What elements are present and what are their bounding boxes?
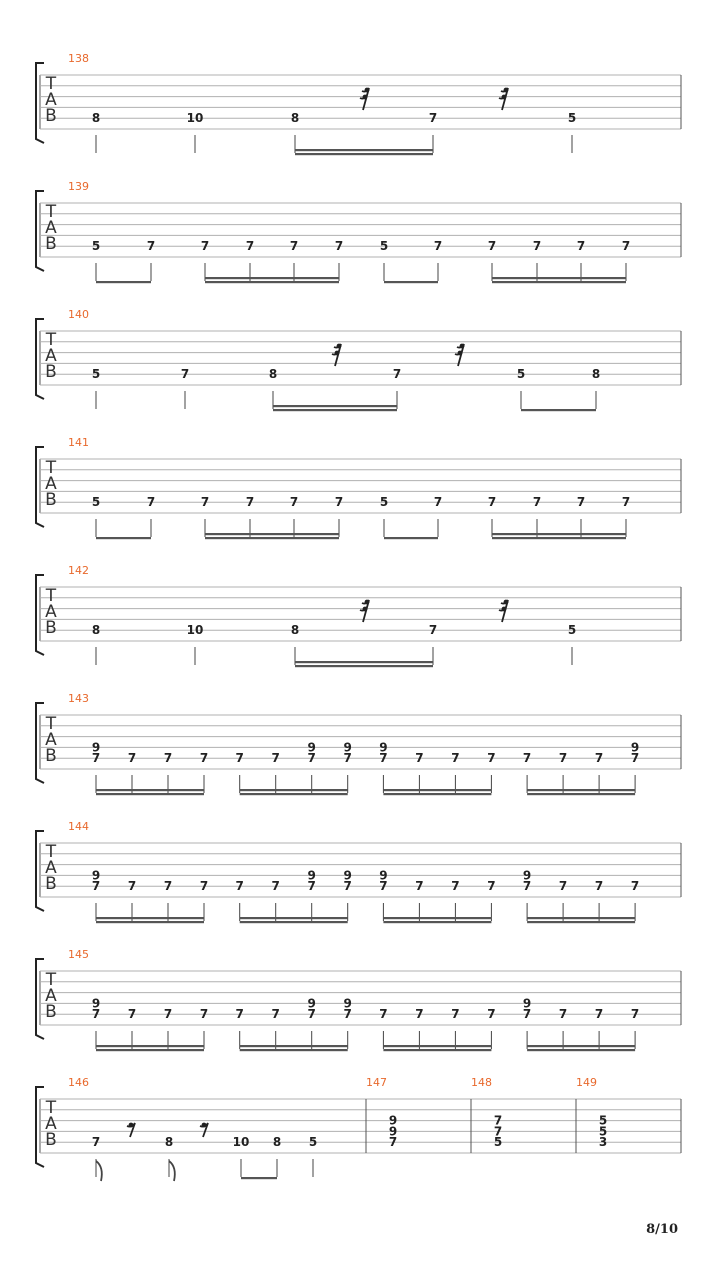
fret-number: 8 — [290, 111, 300, 126]
note-beam — [521, 409, 596, 411]
fret-number: 9 — [343, 996, 352, 1011]
note-flag — [169, 1161, 175, 1181]
fret-number: 7 — [532, 239, 542, 254]
fret-number: 7 — [334, 239, 344, 254]
sixteenth-rest — [455, 344, 464, 366]
measure-number: 147 — [366, 1076, 387, 1089]
note-beam — [383, 793, 491, 795]
fret-number: 5 — [493, 1135, 503, 1150]
fret-number: 7 — [522, 751, 532, 766]
page-number: 8/10 — [646, 1222, 678, 1237]
sixteenth-rest — [332, 344, 341, 366]
sixteenth-rest — [360, 88, 369, 110]
eighth-rest — [200, 1123, 208, 1137]
fret-number: 7 — [163, 751, 173, 766]
note-beam — [96, 537, 151, 539]
note-beam — [240, 789, 348, 791]
measure-number: 139 — [68, 180, 89, 193]
fret-number: 9 — [307, 740, 316, 755]
sixteenth-rest — [499, 88, 508, 110]
fret-number: 9 — [343, 868, 352, 883]
fret-number: 9 — [388, 1113, 398, 1128]
fret-number: 7 — [576, 495, 586, 510]
fret-number: 5 — [91, 239, 101, 254]
tab-clef-letter: T — [45, 74, 57, 94]
fret-number: 7 — [307, 751, 316, 766]
fret-number: 5 — [379, 495, 389, 510]
tab-clef-letter: B — [45, 618, 57, 638]
note-beam — [96, 1045, 204, 1047]
note-beam — [527, 793, 635, 795]
rest-dot — [202, 1123, 207, 1128]
fret-number: 7 — [451, 879, 460, 894]
tab-clef-letter: A — [45, 858, 57, 878]
fret-number: 7 — [558, 751, 568, 766]
fret-number: 5 — [379, 239, 389, 254]
fret-number: 7 — [415, 879, 424, 894]
fret-number: 7 — [334, 495, 344, 510]
tab-clef-letter: A — [45, 474, 57, 494]
fret-number: 9 — [388, 1124, 398, 1139]
rest-dot — [502, 95, 507, 100]
tab-clef-letter: A — [45, 1114, 57, 1134]
fret-number: 7 — [428, 623, 438, 638]
tab-clef-letter: A — [45, 730, 57, 750]
note-beam — [240, 921, 348, 923]
fret-number: 7 — [91, 1007, 101, 1022]
note-beam — [273, 405, 397, 407]
fret-number: 7 — [522, 1007, 532, 1022]
measure-number: 146 — [68, 1076, 89, 1089]
fret-number: 7 — [392, 367, 402, 382]
fret-number: 8 — [91, 623, 101, 638]
tab-clef-letter: T — [45, 842, 57, 862]
note-beam — [527, 917, 635, 919]
note-beam — [240, 793, 348, 795]
fret-number: 7 — [245, 495, 255, 510]
measure-number: 140 — [68, 308, 89, 321]
fret-number: 7 — [415, 751, 424, 766]
note-beam — [205, 281, 339, 283]
measure-number: 145 — [68, 948, 89, 961]
note-beam — [96, 917, 204, 919]
note-beam — [527, 789, 635, 791]
fret-number: 7 — [91, 879, 101, 894]
fret-number: 5 — [516, 367, 526, 382]
rest-dot — [129, 1123, 134, 1128]
tab-clef-letter: B — [45, 746, 57, 766]
rest-dot — [460, 344, 465, 349]
fret-number: 7 — [307, 1007, 316, 1022]
fret-number: 7 — [428, 111, 438, 126]
fret-number: 10 — [186, 623, 204, 638]
note-beam — [527, 921, 635, 923]
note-beam — [96, 1049, 204, 1051]
rest-dot — [458, 351, 463, 356]
fret-number: 7 — [235, 1007, 244, 1022]
tab-clef-letter: T — [45, 202, 57, 222]
note-flag — [96, 1161, 102, 1181]
tab-clef-letter: T — [45, 458, 57, 478]
fret-number: 7 — [146, 495, 156, 510]
fret-number: 9 — [522, 996, 532, 1011]
fret-number: 8 — [591, 367, 601, 382]
fret-number: 9 — [630, 740, 640, 755]
note-beam — [295, 661, 433, 663]
fret-number: 9 — [343, 740, 352, 755]
fret-number: 7 — [289, 495, 299, 510]
fret-number: 7 — [558, 1007, 568, 1022]
fret-number: 7 — [487, 879, 496, 894]
fret-number: 7 — [493, 1124, 503, 1139]
tab-clef-letter: A — [45, 346, 57, 366]
fret-number: 9 — [522, 868, 532, 883]
fret-number: 7 — [127, 1007, 137, 1022]
fret-number: 7 — [487, 495, 497, 510]
fret-number: 7 — [487, 1007, 496, 1022]
fret-number: 7 — [180, 367, 190, 382]
note-beam — [273, 409, 397, 411]
measure-number: 141 — [68, 436, 89, 449]
fret-number: 7 — [493, 1113, 503, 1128]
note-beam — [96, 921, 204, 923]
fret-number: 9 — [91, 868, 101, 883]
fret-number: 7 — [271, 1007, 280, 1022]
fret-number: 7 — [379, 1007, 388, 1022]
note-beam — [295, 149, 433, 151]
rest-dot — [365, 88, 370, 93]
fret-number: 7 — [307, 879, 316, 894]
fret-number: 7 — [146, 239, 156, 254]
fret-number: 7 — [200, 239, 210, 254]
tab-clef-letter: A — [45, 218, 57, 238]
tab-clef-letter: A — [45, 90, 57, 110]
fret-number: 7 — [200, 495, 210, 510]
fret-number: 7 — [379, 879, 388, 894]
fret-number: 7 — [433, 495, 443, 510]
rest-dot — [363, 607, 368, 612]
fret-number: 7 — [127, 751, 137, 766]
fret-number: 5 — [91, 367, 101, 382]
note-beam — [492, 277, 626, 279]
fret-number: 7 — [379, 751, 388, 766]
note-beam — [384, 537, 438, 539]
sixteenth-rest — [499, 600, 508, 622]
tab-clef-letter: B — [45, 490, 57, 510]
rest-dot — [502, 607, 507, 612]
fret-number: 5 — [308, 1135, 318, 1150]
tab-clef-letter: B — [45, 1130, 57, 1150]
tab-clef-letter: A — [45, 602, 57, 622]
fret-number: 9 — [91, 740, 101, 755]
eighth-rest — [127, 1123, 135, 1137]
fret-number: 7 — [576, 239, 586, 254]
fret-number: 7 — [558, 879, 568, 894]
tab-clef-letter: A — [45, 986, 57, 1006]
note-beam — [492, 533, 626, 535]
note-beam — [527, 1049, 635, 1051]
fret-number: 8 — [272, 1135, 282, 1150]
note-beam — [240, 1049, 348, 1051]
fret-number: 7 — [487, 239, 497, 254]
note-beam — [295, 665, 433, 667]
rest-dot — [335, 351, 340, 356]
fret-number: 9 — [91, 996, 101, 1011]
tab-clef-letter: B — [45, 106, 57, 126]
note-beam — [383, 917, 491, 919]
rest-dot — [363, 95, 368, 100]
fret-number: 7 — [630, 751, 640, 766]
note-beam — [240, 917, 348, 919]
fret-number: 7 — [127, 879, 137, 894]
tab-clef-letter: B — [45, 362, 57, 382]
fret-number: 7 — [163, 879, 173, 894]
fret-number: 7 — [621, 495, 631, 510]
fret-number: 7 — [271, 751, 280, 766]
fret-number: 7 — [245, 239, 255, 254]
note-beam — [383, 1045, 491, 1047]
fret-number: 5 — [91, 495, 101, 510]
rest-dot — [337, 344, 342, 349]
note-beam — [527, 1045, 635, 1047]
fret-number: 7 — [235, 751, 244, 766]
note-beam — [96, 789, 204, 791]
fret-number: 7 — [433, 239, 443, 254]
note-beam — [205, 533, 339, 535]
note-beam — [205, 537, 339, 539]
sixteenth-rest — [360, 600, 369, 622]
tab-clef-letter: B — [45, 1002, 57, 1022]
measure-number: 148 — [471, 1076, 492, 1089]
fret-number: 7 — [532, 495, 542, 510]
note-beam — [205, 277, 339, 279]
fret-number: 5 — [567, 623, 577, 638]
fret-number: 9 — [379, 868, 388, 883]
note-beam — [383, 921, 491, 923]
fret-number: 7 — [388, 1135, 398, 1150]
fret-number: 10 — [232, 1135, 250, 1150]
measure-number: 144 — [68, 820, 89, 833]
note-beam — [295, 153, 433, 155]
measure-number: 138 — [68, 52, 89, 65]
fret-number: 7 — [199, 751, 209, 766]
tab-clef-letter: T — [45, 586, 57, 606]
fret-number: 8 — [290, 623, 300, 638]
fret-number: 9 — [379, 740, 388, 755]
tab-clef-letter: B — [45, 874, 57, 894]
rest-dot — [504, 600, 509, 605]
fret-number: 9 — [307, 996, 316, 1011]
note-beam — [383, 1049, 491, 1051]
fret-number: 9 — [307, 868, 316, 883]
note-beam — [96, 793, 204, 795]
fret-number: 7 — [343, 879, 352, 894]
fret-number: 7 — [630, 879, 640, 894]
fret-number: 7 — [343, 751, 352, 766]
tab-clef-letter: T — [45, 714, 57, 734]
note-beam — [492, 537, 626, 539]
fret-number: 7 — [271, 879, 280, 894]
fret-number: 7 — [594, 1007, 604, 1022]
tab-clef-letter: T — [45, 970, 57, 990]
note-beam — [240, 1045, 348, 1047]
fret-number: 7 — [289, 239, 299, 254]
fret-number: 5 — [567, 111, 577, 126]
fret-number: 7 — [594, 751, 604, 766]
fret-number: 7 — [199, 879, 209, 894]
note-beam — [384, 281, 438, 283]
fret-number: 7 — [487, 751, 496, 766]
fret-number: 5 — [598, 1124, 608, 1139]
rest-dot — [365, 600, 370, 605]
note-beam — [241, 1177, 277, 1179]
fret-number: 7 — [621, 239, 631, 254]
tab-clef-letter: B — [45, 234, 57, 254]
fret-number: 7 — [199, 1007, 209, 1022]
fret-number: 7 — [91, 1135, 101, 1150]
rest-dot — [504, 88, 509, 93]
fret-number: 10 — [186, 111, 204, 126]
fret-number: 8 — [268, 367, 278, 382]
fret-number: 8 — [91, 111, 101, 126]
fret-number: 7 — [163, 1007, 173, 1022]
fret-number: 7 — [415, 1007, 424, 1022]
note-beam — [492, 281, 626, 283]
note-beam — [383, 789, 491, 791]
measure-number: 143 — [68, 692, 89, 705]
fret-number: 3 — [598, 1135, 608, 1150]
measure-number: 142 — [68, 564, 89, 577]
fret-number: 7 — [451, 1007, 460, 1022]
fret-number: 7 — [630, 1007, 640, 1022]
fret-number: 8 — [164, 1135, 174, 1150]
measure-number: 149 — [576, 1076, 597, 1089]
fret-number: 7 — [235, 879, 244, 894]
fret-number: 7 — [343, 1007, 352, 1022]
fret-number: 7 — [451, 751, 460, 766]
note-beam — [96, 281, 151, 283]
fret-number: 7 — [594, 879, 604, 894]
fret-number: 7 — [91, 751, 101, 766]
fret-number: 5 — [598, 1113, 608, 1128]
tab-clef-letter: T — [45, 330, 57, 350]
fret-number: 7 — [522, 879, 532, 894]
tab-clef-letter: T — [45, 1098, 57, 1118]
